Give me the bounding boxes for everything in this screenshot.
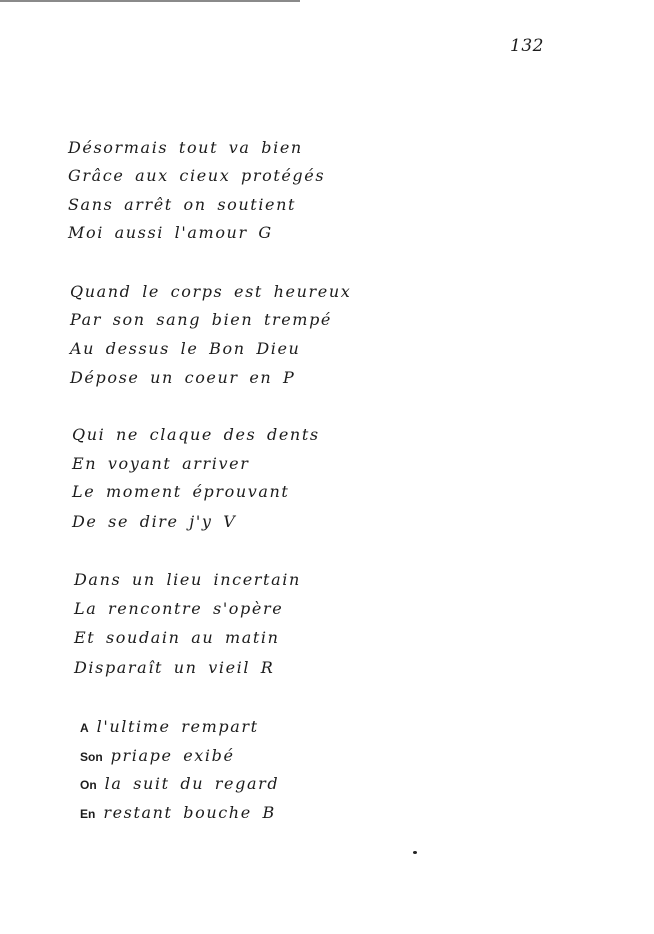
stanza-1-line-1: Désormais tout va bien <box>68 138 303 157</box>
stanza-3-line-1: Qui ne claque des dents <box>72 425 320 444</box>
stanza-5-line-4-lead: En <box>80 807 96 821</box>
stanza-4-line-4: Disparaît un vieil R <box>74 658 275 677</box>
stanza-1-line-4: Moi aussi l'amour G <box>68 223 273 242</box>
stanza-3-line-2: En voyant arriver <box>72 454 250 473</box>
stanza-5-line-4-text: restant bouche B <box>103 803 276 822</box>
stanza-5-line-3 <box>80 774 279 795</box>
stanza-5-line-4 <box>80 803 276 824</box>
stanza-5-line-1-lead: A <box>80 721 89 735</box>
stanza-5-line-1-text: l'ultime rempart <box>96 717 259 736</box>
stanza-2-line-3: Au dessus le Bon Dieu <box>70 339 301 358</box>
stanza-3-line-3: Le moment éprouvant <box>72 482 290 501</box>
stanza-4-line-3: Et soudain au matin <box>74 628 280 647</box>
stanza-5-line-3-text: la suit du regard <box>104 774 280 793</box>
stanza-5-line-1 <box>80 717 259 738</box>
stanza-4-line-2: La rencontre s'opère <box>74 599 284 618</box>
stanza-5-line-2-lead: Son <box>80 750 103 764</box>
ink-speck <box>413 851 417 854</box>
stanza-5-line-2 <box>80 746 235 767</box>
stanza-5-line-3-lead: On <box>80 778 97 792</box>
page-number: 132 <box>510 36 544 56</box>
stanza-5-line-2-text: priape exibé <box>110 746 235 765</box>
stanza-2-line-4: Dépose un coeur en P <box>70 368 296 387</box>
stanza-1-line-2: Grâce aux cieux protégés <box>68 166 326 185</box>
stanza-1-line-3: Sans arrêt on soutient <box>68 195 297 214</box>
stanza-2-line-2: Par son sang bien trempé <box>70 310 332 329</box>
stanza-4-line-1: Dans un lieu incertain <box>74 570 301 589</box>
stanza-3-line-4: De se dire j'y V <box>72 512 237 531</box>
stanza-2-line-1: Quand le corps est heureux <box>70 282 352 301</box>
